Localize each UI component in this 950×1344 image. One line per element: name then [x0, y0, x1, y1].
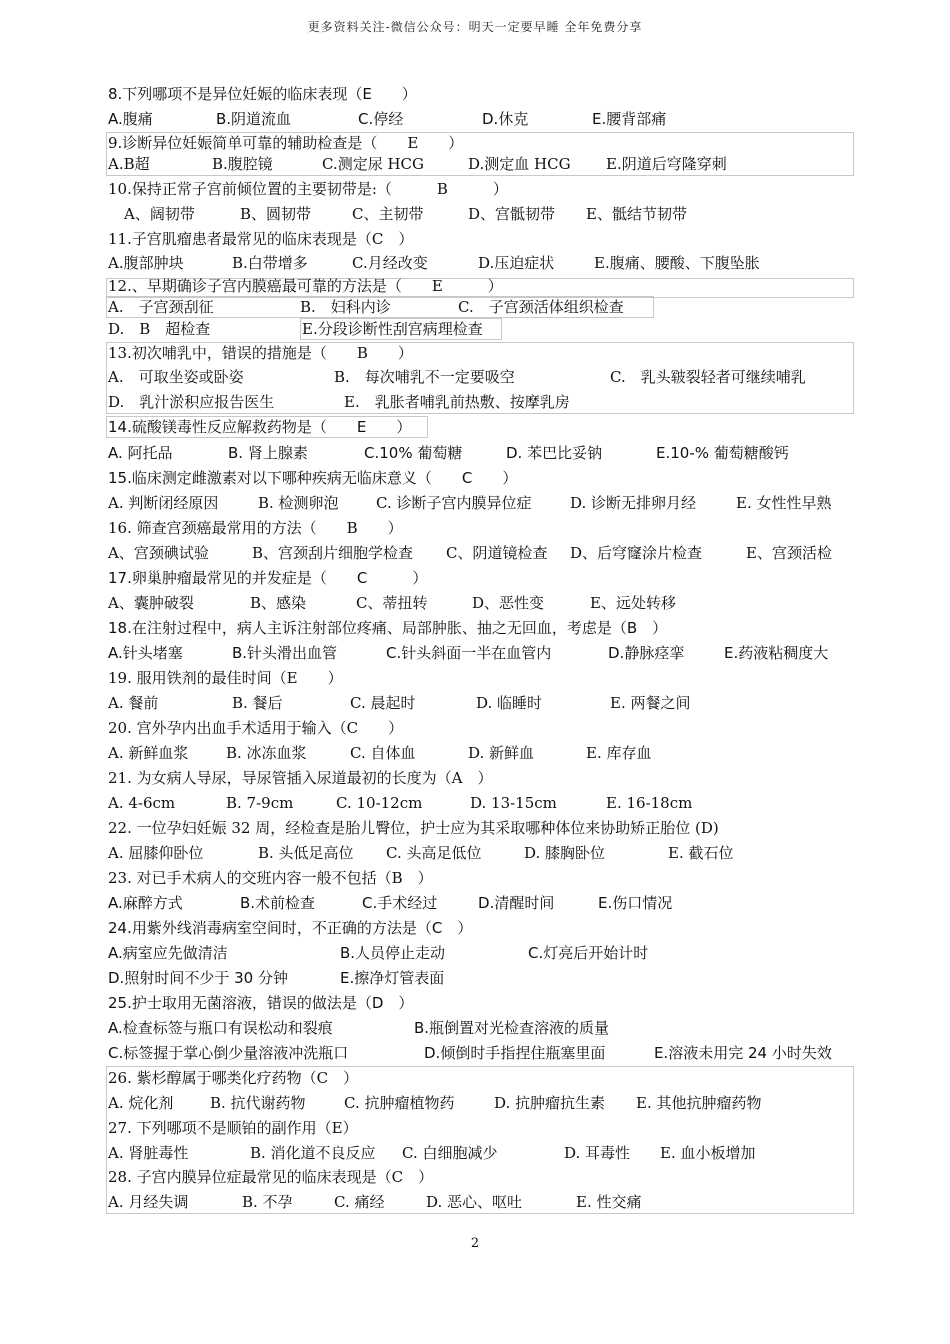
q15-option-b: B. 检测卵泡	[258, 494, 339, 512]
q8-option-d: D.休克	[482, 110, 529, 128]
question-18: 18.在注射过程中，病人主诉注射部位疼痛、局部肿胀、抽之无回血，考虑是（B ）	[108, 619, 668, 637]
q13-option-e: E. 乳胀者哺乳前热敷、按摩乳房	[344, 393, 570, 411]
q12-option-b: B. 妇科内诊	[300, 298, 391, 316]
question-27: 27. 下列哪项不是顺铂的副作用（E）	[108, 1119, 358, 1137]
q26-option-a: A. 烷化剂	[108, 1094, 174, 1112]
q28-option-b: B. 不孕	[242, 1193, 293, 1211]
q14-option-c: C.10% 葡萄糖	[364, 444, 463, 462]
q23-option-e: E.伤口情况	[598, 894, 673, 912]
q15-option-c: C. 诊断子宫内膜异位症	[376, 494, 532, 512]
q13-option-a: A. 可取坐姿或卧姿	[108, 368, 244, 386]
q9-option-a: A.B超	[108, 155, 150, 173]
q16-option-c: C、阴道镜检查	[446, 544, 548, 562]
q22-option-c: C. 头高足低位	[386, 844, 482, 862]
q11-option-e: E.腹痛、腰酸、下腹坠胀	[594, 254, 760, 272]
q14-option-e: E.10-% 葡萄糖酸钙	[656, 444, 789, 462]
q11-option-c: C.月经改变	[352, 254, 428, 272]
q21-option-a: A. 4-6cm	[108, 794, 176, 812]
question-24: 24.用紫外线消毒病室空间时，不正确的方法是（C ）	[108, 919, 473, 937]
q20-option-d: D. 新鲜血	[468, 744, 535, 762]
question-20: 20. 宫外孕内出血手术适用于输入（C ）	[108, 719, 404, 737]
q27-option-c: C. 白细胞减少	[402, 1144, 498, 1162]
q12-option-d: D. B 超检查	[108, 320, 211, 338]
q23-option-d: D.清醒时间	[478, 894, 555, 912]
q28-option-e: E. 性交痛	[576, 1193, 642, 1211]
question-12: 12.、早期确诊子宫内膜癌最可靠的方法是（ E ）	[108, 277, 503, 295]
q8-option-a: A.腹痛	[108, 110, 153, 128]
q25-option-c: C.标签握于掌心倒少量溶液冲洗瓶口	[108, 1044, 349, 1062]
q24-option-d: D.照射时间不少于 30 分钟	[108, 969, 288, 987]
q18-option-c: C.针头斜面一半在血管内	[386, 644, 552, 662]
q10-option-a: A、阔韧带	[124, 205, 195, 223]
q13-option-d: D. 乳汁淤积应报告医生	[108, 393, 275, 411]
q27-option-a: A. 肾脏毒性	[108, 1144, 189, 1162]
q17-option-b: B、感染	[250, 594, 307, 612]
q22-option-e: E. 截石位	[668, 844, 734, 862]
q27-option-e: E. 血小板增加	[660, 1144, 756, 1162]
q17-option-a: A、囊肿破裂	[108, 594, 194, 612]
q20-option-c: C. 自体血	[350, 744, 416, 762]
q15-option-e: E. 女性性早熟	[736, 494, 832, 512]
page-number: 2	[470, 1236, 480, 1251]
q9-option-c: C.测定尿 HCG	[322, 155, 425, 173]
q18-option-e: E.药液粘稠度大	[724, 644, 829, 662]
q16-option-d: D、后穹窿涂片检查	[570, 544, 703, 562]
q19-option-d: D. 临睡时	[476, 694, 543, 712]
q23-option-a: A.麻醉方式	[108, 894, 183, 912]
q22-option-d: D. 膝胸卧位	[524, 844, 606, 862]
q9-option-e: E.阴道后穹隆穿刺	[606, 155, 727, 173]
question-9: 9.诊断异位妊娠简单可靠的辅助检查是（ E ）	[108, 134, 464, 152]
question-13: 13.初次哺乳中，错误的措施是（ B ）	[108, 344, 413, 362]
question-14: 14.硫酸镁毒性反应解救药物是（ E ）	[108, 418, 412, 436]
q17-option-e: E、远处转移	[590, 594, 676, 612]
q18-option-a: A.针头堵塞	[108, 644, 183, 662]
q11-option-d: D.压迫症状	[478, 254, 555, 272]
q23-option-b: B.术前检查	[240, 894, 316, 912]
question-10: 10.保持正常子宫前倾位置的主要韧带是:（ B ）	[108, 180, 508, 198]
q24-option-b: B.人员停止走动	[340, 944, 446, 962]
question-17: 17.卵巢肿瘤最常见的并发症是（ C ）	[108, 569, 428, 587]
question-15: 15.临床测定雌激素对以下哪种疾病无临床意义（ C ）	[108, 469, 518, 487]
q16-option-b: B、宫颈刮片细胞学检查	[252, 544, 414, 562]
q20-option-b: B. 冰冻血浆	[226, 744, 307, 762]
q19-option-b: B. 餐后	[232, 694, 283, 712]
q20-option-a: A. 新鲜血浆	[108, 744, 189, 762]
q25-option-d: D.倾倒时手指捏住瓶塞里面	[424, 1044, 606, 1062]
q11-option-b: B.白带增多	[232, 254, 308, 272]
q14-option-d: D. 苯巴比妥钠	[506, 444, 603, 462]
q25-option-e: E.溶液未用完 24 小时失效	[654, 1044, 832, 1062]
q16-option-a: A、宫颈碘试验	[108, 544, 209, 562]
page-header: 更多资料关注-微信公众号：明天一定要早睡 全年免费分享	[307, 20, 643, 34]
question-19: 19. 服用铁剂的最佳时间（E ）	[108, 669, 343, 687]
question-22: 22. 一位孕妇妊娠 32 周，经检查是胎儿臀位，护士应为其采取哪种体位来协助矫正胎位 (D)	[108, 819, 719, 837]
q24-option-a: A.病室应先做清洁	[108, 944, 228, 962]
q18-option-b: B.针头滑出血管	[232, 644, 338, 662]
q21-option-b: B. 7-9cm	[226, 794, 294, 812]
question-25: 25.护士取用无菌溶液，错误的做法是（D ）	[108, 994, 414, 1012]
q15-option-a: A. 判断闭经原因	[108, 494, 219, 512]
q10-option-c: C、主韧带	[352, 205, 424, 223]
q24-option-e: E.擦净灯管表面	[340, 969, 445, 987]
q9-option-d: D.测定血 HCG	[468, 155, 571, 173]
question-28: 28. 子宫内膜异位症最常见的临床表现是（C ）	[108, 1168, 434, 1186]
q17-option-c: C、蒂扭转	[356, 594, 428, 612]
q22-option-a: A. 屈膝仰卧位	[108, 844, 204, 862]
q9-option-b: B.腹腔镜	[212, 155, 273, 173]
q16-option-e: E、宫颈活检	[746, 544, 832, 562]
q18-option-d: D.静脉痉挛	[608, 644, 685, 662]
question-26: 26. 紫杉醇属于哪类化疗药物（C ）	[108, 1069, 359, 1087]
q8-option-c: C.停经	[358, 110, 404, 128]
q26-option-c: C. 抗肿瘤植物药	[344, 1094, 455, 1112]
q22-option-b: B. 头低足高位	[258, 844, 354, 862]
q27-option-b: B. 消化道不良反应	[250, 1144, 376, 1162]
q21-option-d: D. 13-15cm	[470, 794, 557, 812]
question-8: 8.下列哪项不是异位妊娠的临床表现（E ）	[108, 85, 417, 103]
q20-option-e: E. 库存血	[586, 744, 652, 762]
q21-option-c: C. 10-12cm	[336, 794, 423, 812]
q19-option-e: E. 两餐之间	[610, 694, 691, 712]
question-23: 23. 对已手术病人的交班内容一般不包括（B ）	[108, 869, 433, 887]
q14-option-b: B. 肾上腺素	[228, 444, 308, 462]
q28-option-c: C. 痛经	[334, 1193, 385, 1211]
q26-option-e: E. 其他抗肿瘤药物	[636, 1094, 762, 1112]
q17-option-d: D、恶性变	[472, 594, 545, 612]
q13-option-b: B. 每次哺乳不一定要吸空	[334, 368, 515, 386]
q19-option-c: C. 晨起时	[350, 694, 416, 712]
question-11: 11.子宫肌瘤患者最常见的临床表现是（C ）	[108, 230, 414, 248]
q26-option-d: D. 抗肿瘤抗生素	[494, 1094, 606, 1112]
q14-option-a: A. 阿托品	[108, 444, 173, 462]
q11-option-a: A.腹部肿块	[108, 254, 184, 272]
q21-option-e: E. 16-18cm	[606, 794, 693, 812]
q27-option-d: D. 耳毒性	[564, 1144, 631, 1162]
q28-option-d: D. 恶心、呕吐	[426, 1193, 523, 1211]
q10-option-b: B、圆韧带	[240, 205, 312, 223]
q25-option-a: A.检查标签与瓶口有误松动和裂痕	[108, 1019, 333, 1037]
q8-option-e: E.腰背部痛	[592, 110, 667, 128]
q13-option-c: C. 乳头皲裂轻者可继续哺乳	[610, 368, 806, 386]
q8-option-b: B.阴道流血	[216, 110, 292, 128]
q23-option-c: C.手术经过	[362, 894, 438, 912]
question-21: 21. 为女病人导尿，导尿管插入尿道最初的长度为（A ）	[108, 769, 493, 787]
q24-option-c: C.灯亮后开始计时	[528, 944, 649, 962]
q25-option-b: B.瓶倒置对光检查溶液的质量	[414, 1019, 610, 1037]
q15-option-d: D. 诊断无排卵月经	[570, 494, 697, 512]
q12-option-e: E.分段诊断性刮宫病理检查	[302, 320, 483, 338]
q10-option-d: D、宫骶韧带	[468, 205, 556, 223]
q10-option-e: E、骶结节韧带	[586, 205, 687, 223]
q26-option-b: B. 抗代谢药物	[210, 1094, 306, 1112]
q28-option-a: A. 月经失调	[108, 1193, 189, 1211]
q12-option-a: A. 子宫颈刮征	[108, 298, 214, 316]
q12-option-c: C. 子宫颈活体组织检查	[458, 298, 624, 316]
q19-option-a: A. 餐前	[108, 694, 159, 712]
question-16: 16. 筛查宫颈癌最常用的方法（ B ）	[108, 519, 403, 537]
